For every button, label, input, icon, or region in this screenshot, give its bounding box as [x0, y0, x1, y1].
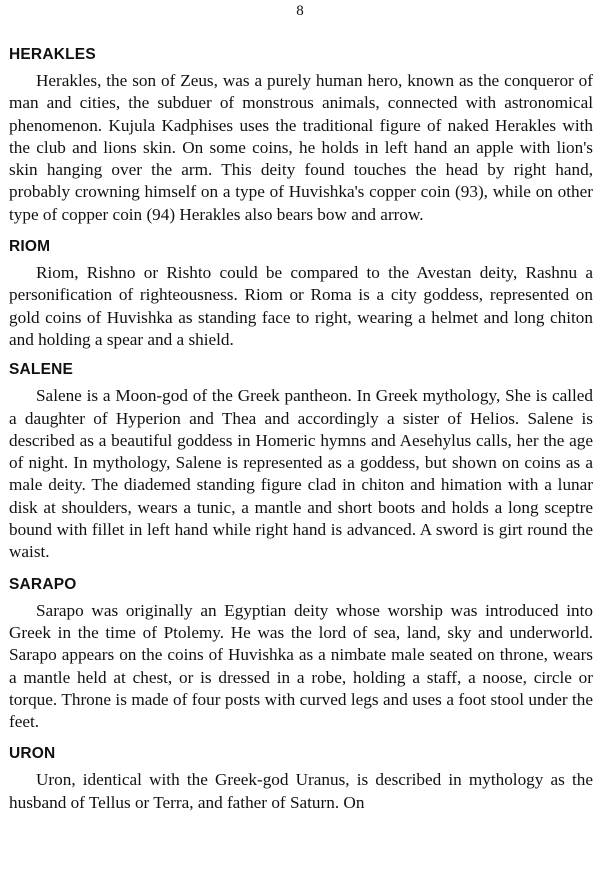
- section-uron: [9, 743, 593, 814]
- page-body: [9, 44, 593, 824]
- section-heading: SARAPO: [9, 575, 77, 593]
- section-heading: HERAKLES: [9, 46, 96, 63]
- section-sarapo: [9, 574, 593, 734]
- section-herakles: [9, 44, 593, 226]
- section-paragraph: Riom, Rishno or Rishto could be compared to the Avestan deity, Rashnu a personification of righteousness. Riom or Roma is a city goddess, represented on gold coins of Huvishka as standing face to right, wearing a helmet and long chiton and holding a spear and a shield.: [9, 263, 593, 349]
- page-number: 8: [296, 3, 304, 19]
- section-salene: [9, 359, 593, 563]
- section-heading: RIOM: [9, 238, 51, 256]
- section-riom: [9, 236, 593, 351]
- section-heading: URON: [9, 745, 56, 763]
- section-paragraph: Herakles, the son of Zeus, was a purely human hero, known as the conqueror of man and cities, the subduer of monstrous animals, connected with astronomical phenomenon. Kujula Kadphises uses the traditional figure of naked Herakles with the club and lions skin. On some coins, he holds in left hand an apple with lion's skin hanging over the arm. This deity found touches the head by right hand, probably crowning himself on a type of Huvishka's copper coin (93), while on other type of copper coin (94) Herakles also bears bow and arrow.: [9, 71, 593, 224]
- section-paragraph: Uron, identical with the Greek-god Uranus, is described in mythology as the husband of Tellus or Terra, and father of Saturn. On: [9, 770, 593, 812]
- section-paragraph: Salene is a Moon-god of the Greek pantheon. In Greek mythology, She is called a daughter of Hyperion and Thea and accordingly a sister of Helios. Salene is described as a beautiful goddess in Homeric hymns and Aesehylus calls, her the age of night. In mythology, Salene is represented as a goddess, but shown on coins as a male deity. The diademed standing figure clad in chiton and himation with a lunar disk at shoulders, wears a tunic, a mantle and short boots and holds a long sceptre bound with fillet in left hand while right hand is advanced. A sword is girt round the waist.: [9, 386, 593, 562]
- section-paragraph: Sarapo was originally an Egyptian deity whose worship was introduced into Greek in the time of Ptolemy. He was the lord of sea, land, sky and underworld. Sarapo appears on the coins of Huvishka as a nimbate male seated on throne, wears a mantle held at chest, or is dressed in a robe, holding a staff, a noose, circle or torque. Throne is made of four posts with curved legs and uses a foot stool under the feet.: [9, 600, 593, 732]
- section-heading: SALENE: [9, 361, 74, 379]
